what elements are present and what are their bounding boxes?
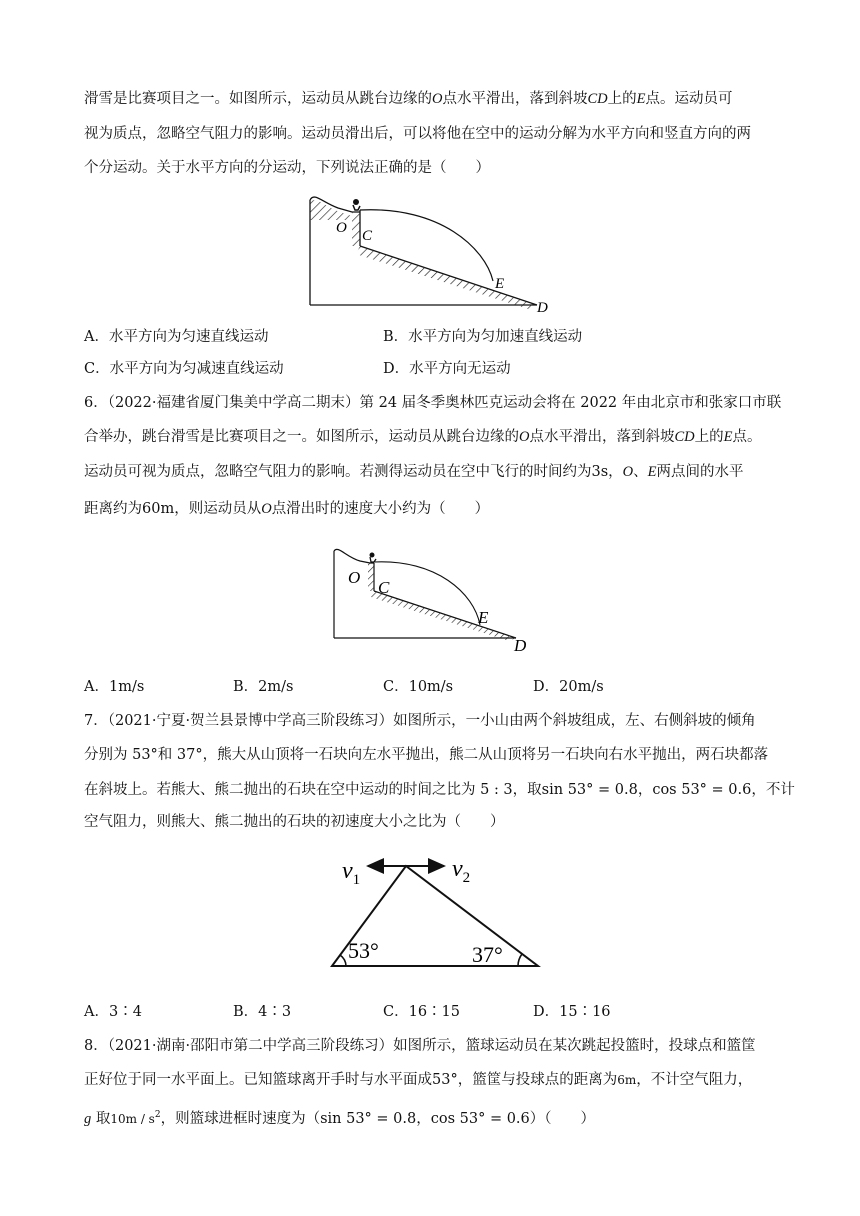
text: 点滑出时的速度大小约为（ ）: [271, 501, 490, 517]
var-o: O: [622, 464, 634, 480]
text: 滑雪是比赛项目之一。如图所示，运动员从跳台边缘的: [84, 91, 432, 107]
q6-line-1: 6．（2022·福建省厦门集美中学高二期末）第 24 届冬季奥林匹克运动会将在 2022 年由北京市和张家口市联: [84, 395, 782, 411]
text: 点。: [732, 429, 762, 445]
var-cd: CD: [587, 91, 608, 107]
q6-option-c[interactable]: C．10m/s: [383, 679, 454, 695]
text: ）（ ）: [529, 1110, 596, 1127]
label-angle-37: 37°: [472, 942, 503, 967]
text: 距离约为: [84, 501, 142, 517]
text: ，篮筐与投球点的距离为: [457, 1072, 618, 1088]
exponent: 2: [154, 1110, 161, 1120]
text: ，不计空气阻力，: [636, 1072, 753, 1088]
q7-option-c[interactable]: C．16∶15: [383, 1004, 460, 1020]
sin-value: sin 53° = 0.8: [320, 1110, 417, 1127]
q8-line-2: [84, 1070, 752, 1090]
text: 点水平滑出，落到斜坡: [529, 429, 675, 445]
label-e: E: [478, 608, 489, 627]
label-o: O: [336, 220, 347, 236]
q8-line-1: 8．（2021·湖南·邵阳市第二中学高三阶段练习）如图所示，篮球运动员在某次跳起投篮时，投球点和篮筐: [84, 1038, 756, 1054]
text: ，: [608, 464, 623, 480]
angle-value: 53°: [432, 1072, 458, 1088]
q7-line-3: [84, 780, 795, 800]
q8-line-3: [84, 1105, 595, 1129]
q6-option-d[interactable]: D．20m/s: [533, 679, 604, 695]
label-e: E: [495, 276, 505, 292]
text: 上的: [607, 91, 637, 107]
q6-ski-jump-figure: [326, 543, 536, 653]
time-value: 3s: [591, 464, 609, 480]
q5-line-2: 视为质点，忽略空气阻力的影响。运动员滑出后，可以将他在空中的运动分解为水平方向和竖直方向的两: [84, 126, 751, 142]
var-e: E: [636, 91, 646, 107]
q6-line-3: [84, 462, 744, 482]
var-o: O: [519, 429, 530, 445]
q5-option-d[interactable]: D．水平方向无运动: [383, 361, 511, 377]
var-g: g: [84, 1110, 92, 1127]
text: 两点间的水平: [656, 464, 744, 480]
text: ，则运动员从: [174, 501, 262, 517]
q6-option-a[interactable]: A．1m/s: [84, 679, 145, 695]
q7-line-1: 7．（2021·宁夏·贺兰县景博中学高三阶段练习）如图所示，一小山由两个斜坡组成，左、右侧斜坡的倾角: [84, 713, 756, 729]
q6-line-4: [84, 499, 489, 519]
q7-line-2: 分别为 53°和 37°，熊大从山顶将一石块向左水平抛出，熊二从山顶将另一石块向右水平抛出，两石块都落: [84, 747, 769, 763]
q6-line-2: [84, 427, 762, 447]
q7-option-b[interactable]: B．4∶3: [233, 1004, 292, 1020]
text: 正好位于同一水平面上。已知篮球离开手时与水平面成: [84, 1072, 432, 1088]
label-c: C: [378, 578, 390, 597]
q7-line-4: 空气阻力，则熊大、熊二抛出的石块的初速度大小之比为（ ）: [84, 814, 505, 830]
text: 点水平滑出，落到斜坡: [442, 91, 588, 107]
var-o: O: [261, 501, 272, 517]
text: ，则篮球进框时速度为（: [160, 1110, 321, 1127]
text: ，: [637, 782, 653, 798]
label-d: D: [537, 300, 548, 316]
label-o: O: [348, 568, 361, 587]
text: 上的: [694, 429, 724, 445]
var-e: E: [647, 464, 657, 480]
q7-option-d[interactable]: D．15∶16: [533, 1004, 611, 1020]
text: 合举办，跳台滑雪是比赛项目之一。如图所示，运动员从跳台边缘的: [84, 429, 519, 445]
text: 点。运动员可: [645, 91, 733, 107]
q5-ski-jump-figure: [300, 188, 560, 318]
text: 取: [91, 1110, 111, 1127]
text: 运动员可视为质点，忽略空气阻力的影响。若测得运动员在空中飞行的时间约为: [84, 464, 592, 480]
q6-option-b[interactable]: B．2m/s: [233, 679, 294, 695]
q5-option-a[interactable]: A．水平方向为匀速直线运动: [84, 329, 269, 345]
text: ，不计: [751, 782, 795, 798]
sin-value: sin 53° = 0.8: [541, 782, 638, 798]
distance-value: 60m: [142, 501, 175, 517]
cos-value: cos 53° = 0.6: [652, 782, 752, 798]
label-c: C: [362, 228, 373, 244]
label-v2: $v_2$: [452, 856, 471, 886]
var-cd: CD: [674, 429, 695, 445]
label-v1: $v_1$: [342, 858, 361, 888]
var-o: O: [432, 91, 443, 107]
text: 在斜坡上。若熊大、熊二抛出的石块在空中运动的时间之比为 5 : 3，取: [84, 782, 542, 798]
label-d: D: [514, 636, 527, 653]
var-e: E: [723, 429, 733, 445]
q5-line-3: 个分运动。关于水平方向的分运动，下列说法正确的是（ ）: [84, 160, 490, 176]
accel-value: 10m / s: [110, 1111, 155, 1126]
distance-value: 6m: [617, 1073, 637, 1087]
cos-value: cos 53° = 0.6: [430, 1110, 530, 1127]
q5-line-1: [84, 89, 733, 109]
q5-option-c[interactable]: C．水平方向为匀减速直线运动: [84, 361, 284, 377]
q7-hill-figure: [326, 848, 546, 973]
q5-option-b[interactable]: B．水平方向为匀加速直线运动: [383, 329, 583, 345]
text: 、: [633, 464, 648, 480]
q7-option-a[interactable]: A．3∶4: [84, 1004, 142, 1020]
label-angle-53: 53°: [348, 938, 379, 963]
text: ，: [416, 1110, 431, 1127]
